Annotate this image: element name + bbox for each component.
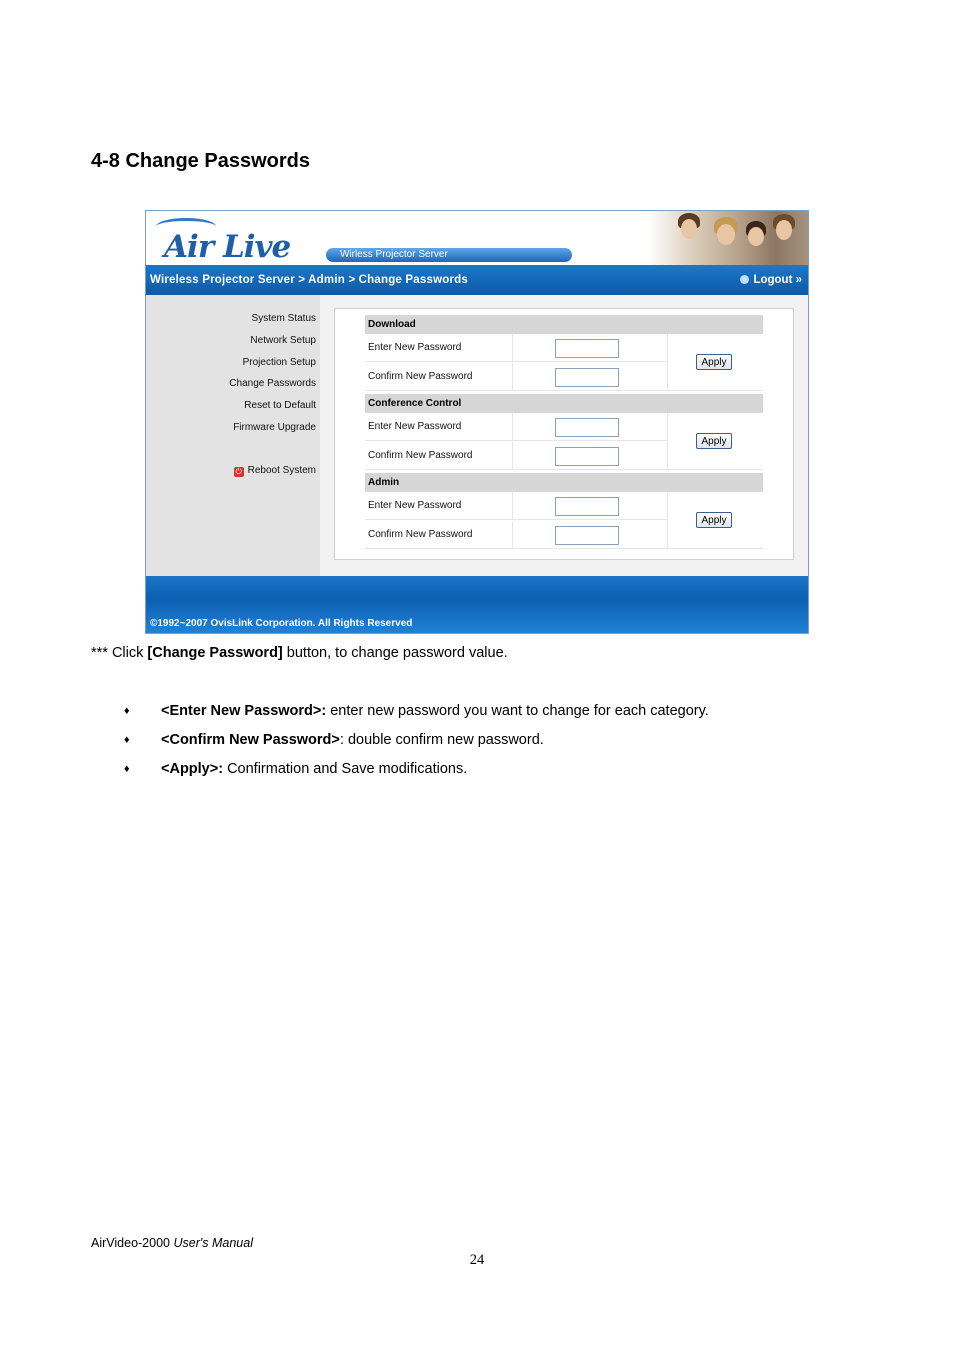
password-panel xyxy=(334,308,794,560)
bullet-term: <Confirm New Password> xyxy=(161,732,340,748)
sidebar xyxy=(146,295,320,576)
diamond-bullet-icon: ♦ xyxy=(124,734,130,746)
admin-apply-cell xyxy=(667,492,763,549)
download-enter-row xyxy=(365,334,667,362)
nav-bar xyxy=(146,265,808,295)
bullet-term: <Apply>: xyxy=(161,761,224,777)
download-apply-cell xyxy=(667,334,763,391)
group-header-admin: Admin xyxy=(365,473,763,492)
product-label: Wirless Projector Server xyxy=(326,248,572,262)
airlive-logo: Air Live xyxy=(164,229,291,265)
sidebar-item-change-passwords[interactable]: Change Passwords xyxy=(229,378,316,389)
admin-enter-row xyxy=(365,492,667,520)
copyright: ©1992~2007 OvisLink Corporation. All Rights Reserved xyxy=(150,618,413,629)
admin-confirm-label: Confirm New Password xyxy=(368,529,473,540)
bullet-confirm-password xyxy=(124,732,544,748)
note-bold: [Change Password] xyxy=(147,645,283,661)
manual-footer xyxy=(91,1236,253,1250)
note-suffix: button, to change password value. xyxy=(282,645,508,661)
banner xyxy=(146,211,808,265)
admin-enter-label: Enter New Password xyxy=(368,500,462,511)
footer-product: AirVideo-2000 xyxy=(91,1236,174,1250)
bullet-text: enter new password you want to change for each category. xyxy=(326,703,709,719)
download-enter-label: Enter New Password xyxy=(368,342,462,353)
conference-confirm-label: Confirm New Password xyxy=(368,450,473,461)
sidebar-item-network-setup[interactable]: Network Setup xyxy=(250,335,316,346)
conference-apply-cell xyxy=(667,413,763,470)
logout-icon xyxy=(740,275,749,284)
sidebar-item-reset-to-default[interactable]: Reset to Default xyxy=(244,400,316,411)
bullet-enter-password xyxy=(124,703,709,719)
conference-enter-row xyxy=(365,413,667,441)
sidebar-item-system-status[interactable]: System Status xyxy=(251,313,316,324)
sidebar-item-firmware-upgrade[interactable]: Firmware Upgrade xyxy=(233,422,316,433)
breadcrumb: Wireless Projector Server > Admin > Change Passwords xyxy=(150,274,468,286)
conference-apply-button[interactable]: Apply xyxy=(696,433,732,449)
conference-confirm-password-input[interactable] xyxy=(555,447,619,466)
bullet-text: Confirmation and Save modifications. xyxy=(223,761,468,777)
download-confirm-password-input[interactable] xyxy=(555,368,619,387)
click-note xyxy=(91,645,508,661)
group-header-conference-control: Conference Control xyxy=(365,394,763,413)
power-icon: ⏻ xyxy=(235,467,242,476)
download-confirm-row xyxy=(365,363,667,391)
download-apply-button[interactable]: Apply xyxy=(696,354,732,370)
web-ui-screenshot xyxy=(145,210,809,634)
bullet-term: <Enter New Password>: xyxy=(161,703,327,719)
admin-confirm-password-input[interactable] xyxy=(555,526,619,545)
download-enter-password-input[interactable] xyxy=(555,339,619,358)
bullet-apply xyxy=(124,761,467,777)
content-area xyxy=(320,295,808,576)
conference-enter-password-input[interactable] xyxy=(555,418,619,437)
logout-link[interactable] xyxy=(740,274,802,286)
section-title: 4-8 Change Passwords xyxy=(91,150,310,172)
admin-confirm-row xyxy=(365,521,667,549)
diamond-bullet-icon: ♦ xyxy=(124,763,130,775)
group-header-download: Download xyxy=(365,315,763,334)
conference-confirm-row xyxy=(365,442,667,470)
conference-enter-label: Enter New Password xyxy=(368,421,462,432)
footer-manual-title: User's Manual xyxy=(173,1236,253,1250)
note-prefix: *** Click xyxy=(91,645,148,661)
bullet-text: : double confirm new password. xyxy=(339,732,544,748)
ui-footer xyxy=(146,576,808,633)
sidebar-item-projection-setup[interactable]: Projection Setup xyxy=(242,357,316,368)
admin-apply-button[interactable]: Apply xyxy=(696,512,732,528)
download-confirm-label: Confirm New Password xyxy=(368,371,473,382)
admin-enter-password-input[interactable] xyxy=(555,497,619,516)
sidebar-item-reboot-system[interactable] xyxy=(234,465,316,477)
reboot-label: Reboot System xyxy=(247,465,316,476)
diamond-bullet-icon: ♦ xyxy=(124,705,130,717)
page-number: 24 xyxy=(469,1252,485,1268)
logout-label: Logout » xyxy=(753,274,802,286)
people-photo xyxy=(648,211,808,265)
